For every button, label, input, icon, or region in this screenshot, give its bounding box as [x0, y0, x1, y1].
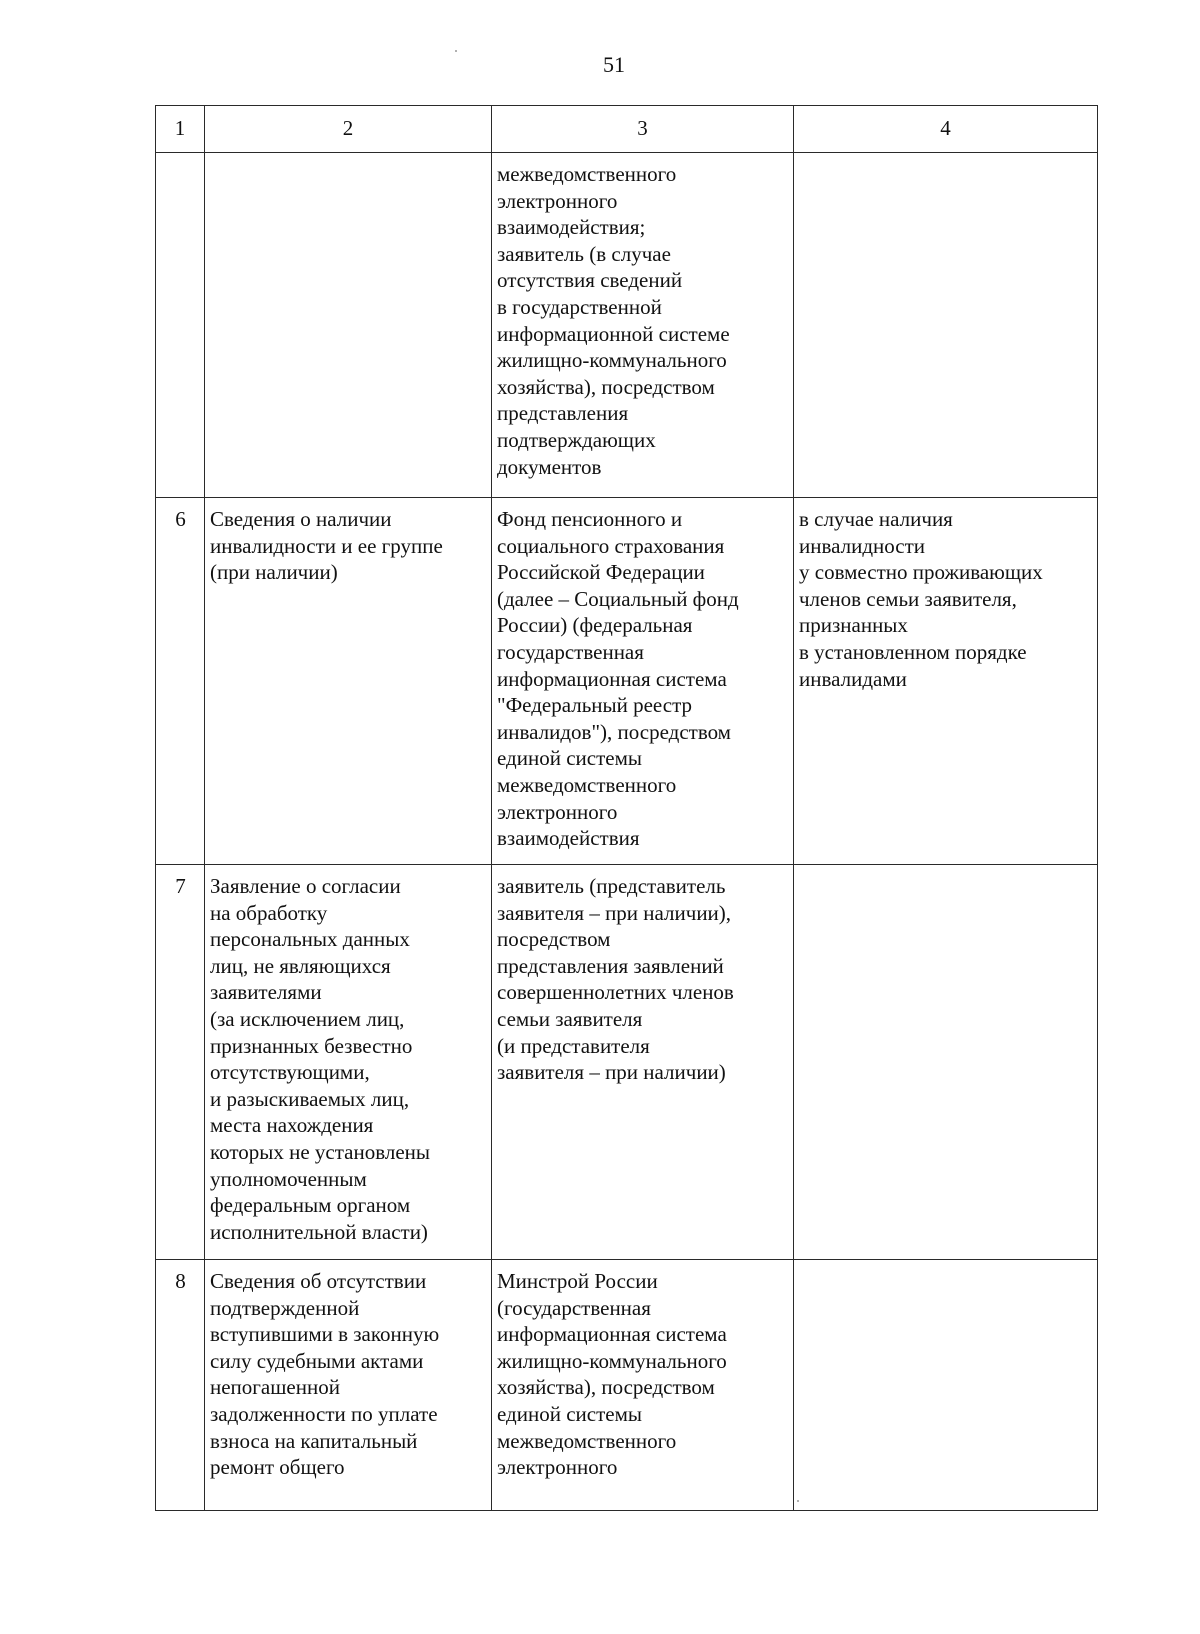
cell-text-line: единой системы [497, 746, 642, 771]
cell-text-line: электронного [497, 1455, 618, 1480]
header-cell-3: 3 [492, 106, 794, 153]
cell-text-line: непогашенной [210, 1375, 340, 1400]
table-row [156, 1260, 1098, 1511]
cell-text-line: межведомственного [497, 772, 677, 797]
cell-text-line: уполномоченным [210, 1166, 367, 1191]
cell-text-line: представления [497, 401, 629, 426]
cell-text-line: совершеннолетних членов [497, 980, 734, 1005]
scan-speck [797, 1500, 799, 1502]
table-cell-4 [794, 153, 1098, 498]
cell-text-line: хозяйства), посредством [497, 1375, 715, 1400]
table-cell-4 [794, 1260, 1098, 1511]
cell-text-line: персональных данных [210, 927, 410, 952]
cell-text-line: информационная система [497, 1322, 727, 1347]
document-table [155, 105, 1098, 1511]
table-cell-3 [492, 865, 794, 1260]
cell-text-line: документов [497, 454, 602, 479]
cell-text-line: взаимодействия; [497, 215, 646, 240]
cell-text-line: (при наличии) [210, 560, 338, 585]
cell-text-line: на обработку [210, 900, 328, 925]
cell-text-line: заявитель (представитель [497, 874, 726, 898]
cell-text-line: вступившими в законную [210, 1322, 440, 1347]
table-cell-4 [794, 498, 1098, 865]
cell-text-line: инвалидами [799, 666, 907, 691]
cell-text-line: хозяйства), посредством [497, 374, 715, 399]
table-cell-2 [205, 865, 492, 1260]
cell-text-line: членов семьи заявителя, [799, 586, 1017, 611]
table-cell-2 [205, 1260, 492, 1511]
cell-text-line: электронного [497, 799, 618, 824]
table-cell-3 [492, 153, 794, 498]
table-cell-2 [205, 153, 492, 498]
cell-text-line: (за исключением лиц, [210, 1006, 405, 1031]
table-cell-3 [492, 1260, 794, 1511]
cell-text-line: силу судебными актами [210, 1348, 424, 1373]
cell-text-line: (далее – Социальный фонд [497, 586, 739, 611]
row-number-cell: 7 [156, 865, 205, 1260]
cell-text-line: инвалидов"), посредством [497, 719, 731, 744]
cell-text-line: подтвержденной [210, 1295, 360, 1320]
cell-text-line: федеральным органом [210, 1193, 411, 1218]
cell-text-line: Сведения о наличии [210, 507, 392, 531]
cell-text-line: ремонт общего [210, 1455, 345, 1480]
row-number-cell [156, 153, 205, 498]
page-number: 51 [603, 52, 625, 77]
cell-text-line: заявителя – при наличии) [497, 1060, 726, 1085]
cell-text-line: заявителями [210, 980, 322, 1005]
cell-text-line: единой системы [497, 1401, 642, 1426]
cell-text-line: заявителя – при наличии), [497, 900, 732, 925]
cell-text-line: лиц, не являющихся [210, 953, 391, 978]
cell-text-line: в установленном порядке [799, 639, 1027, 664]
cell-text-line: Минстрой России [497, 1269, 658, 1293]
cell-text-line: признанных [799, 613, 908, 638]
row-number-cell: 6 [156, 498, 205, 865]
cell-text-line: социального страхования [497, 533, 725, 558]
cell-text-line: Сведения об отсутствии [210, 1269, 427, 1293]
cell-text-line: заявитель (в случае [497, 241, 671, 266]
cell-text-line: (государственная [497, 1295, 651, 1320]
header-cell-2: 2 [205, 106, 492, 153]
cell-text-line: Российской Федерации [497, 560, 705, 585]
table-cell-2 [205, 498, 492, 865]
cell-text-line: посредством [497, 927, 611, 952]
cell-text-line: информационная система [497, 666, 727, 691]
cell-text-line: отсутствующими, [210, 1060, 370, 1085]
cell-text-line: инвалидности [799, 533, 926, 558]
cell-text-line: подтверждающих [497, 427, 656, 452]
table-row [156, 865, 1098, 1260]
cell-text-line: государственная [497, 639, 644, 664]
cell-text-line: жилищно-коммунального [497, 348, 727, 373]
cell-text-line: межведомственного [497, 162, 677, 186]
cell-text-line: семьи заявителя [497, 1006, 643, 1031]
header-cell-1: 1 [156, 106, 205, 153]
cell-text-line: которых не установлены [210, 1139, 431, 1164]
cell-text-line: представления заявлений [497, 953, 724, 978]
cell-text-line: места нахождения [210, 1113, 374, 1138]
cell-text-line: жилищно-коммунального [497, 1348, 727, 1373]
cell-text-line: взноса на капитальный [210, 1428, 418, 1453]
row-number-cell: 8 [156, 1260, 205, 1511]
cell-text-line: и разыскиваемых лиц, [210, 1086, 410, 1111]
cell-text-line: взаимодействия [497, 826, 640, 851]
cell-text-line: Заявление о согласии [210, 874, 401, 898]
cell-text-line: электронного [497, 188, 618, 213]
cell-text-line: в государственной [497, 294, 662, 319]
table-cell-3 [492, 498, 794, 865]
cell-text-line: признанных безвестно [210, 1033, 413, 1058]
table-row [156, 153, 1098, 498]
cell-text-line: информационной системе [497, 321, 730, 346]
cell-text-line: задолженности по уплате [210, 1401, 438, 1426]
table-cell-4 [794, 865, 1098, 1260]
table-row [156, 498, 1098, 865]
cell-text-line: (и представителя [497, 1033, 650, 1058]
cell-text-line: у совместно проживающих [799, 560, 1043, 585]
cell-text-line: России) (федеральная [497, 613, 693, 638]
header-cell-4: 4 [794, 106, 1098, 153]
cell-text-line: межведомственного [497, 1428, 677, 1453]
cell-text-line: "Федеральный реестр [497, 693, 693, 718]
cell-text-line: отсутствия сведений [497, 268, 683, 293]
cell-text-line: Фонд пенсионного и [497, 507, 683, 531]
cell-text-line: в случае наличия [799, 507, 953, 531]
scan-speck [455, 50, 457, 52]
cell-text-line: инвалидности и ее группе [210, 533, 443, 558]
table-header-row [156, 106, 1098, 153]
cell-text-line: исполнительной власти) [210, 1219, 428, 1244]
